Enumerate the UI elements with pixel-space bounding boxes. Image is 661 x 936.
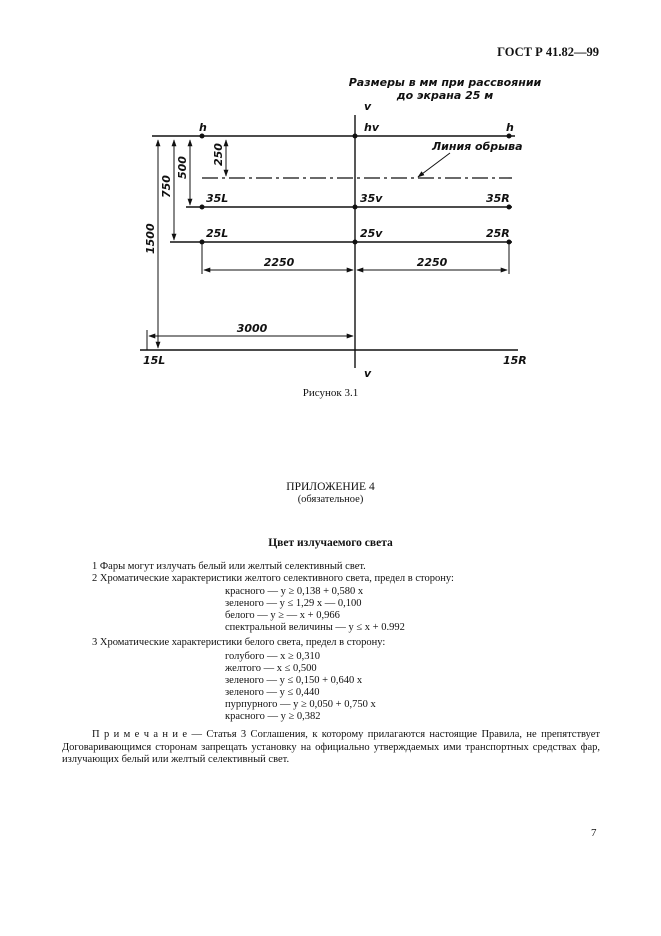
white-limit-5: пурпурного — y ≥ 0,050 + 0,750 x: [225, 699, 376, 710]
yellow-limit-2: зеленого — y ≤ 1,29 x — 0,100: [225, 598, 362, 609]
dim-1500-label: 1500: [144, 223, 157, 254]
figure-note-line1: Размеры в мм при рассвоянии: [348, 76, 542, 89]
label-hv: hv: [364, 121, 380, 134]
label-v-top: v: [364, 100, 372, 113]
dim-250-label: 250: [212, 143, 225, 166]
item-2: 2 Хроматические характеристики желтого селективного света, предел в сторону:: [92, 573, 454, 584]
point-hv: [353, 134, 358, 139]
label-15R: 15R: [503, 354, 527, 367]
dim-3000-label: 3000: [236, 322, 268, 335]
point-35v: [353, 205, 358, 210]
label-25L: 25L: [206, 227, 229, 240]
label-h-right: h: [506, 121, 514, 134]
figure-caption: Рисунок 3.1: [302, 387, 359, 399]
dim-500-label: 500: [176, 156, 189, 179]
figure-3-1-diagram: [0, 0, 661, 400]
label-25v: 25v: [360, 227, 383, 240]
white-limit-6: красного — y ≥ 0,382: [225, 711, 321, 722]
label-15L: 15L: [143, 354, 166, 367]
label-25R: 25R: [486, 227, 510, 240]
note-paragraph: П р и м е ч а н и е — Статья 3 Соглашения, к которому прилагаются настоящие Правила, не препятствует Договаривающимся сторонам запрещать установку на официально утверждаемых ими транспортных средствах фар, излучающих белый или желтый селективный свет.: [62, 729, 600, 765]
appendix-subtitle: (обязательное): [297, 494, 364, 505]
item-3: 3 Хроматические характеристики белого света, предел в сторону:: [92, 637, 386, 648]
dim-2250-right-label: 2250: [416, 256, 448, 269]
white-limit-3: зеленого — y ≤ 0,150 + 0,640 x: [225, 675, 363, 686]
section-title: Цвет излучаемого света: [268, 537, 393, 549]
point-25v: [353, 240, 358, 245]
yellow-limit-4: спектральной величины — y ≤ x + 0.992: [225, 622, 405, 633]
label-35R: 35R: [486, 192, 510, 205]
item-1: 1 Фары могут излучать белый или желтый селективный свет.: [92, 561, 366, 572]
label-v-bottom: v: [364, 367, 372, 380]
page-number: 7: [591, 827, 597, 839]
white-limit-1: голубого — x ≥ 0,310: [225, 651, 321, 662]
yellow-limit-1: красного — y ≥ 0,138 + 0,580 x: [225, 586, 364, 597]
point-h-right: [507, 134, 512, 139]
point-35R: [507, 205, 512, 210]
cutoff-leader: [418, 153, 450, 177]
cutoff-label: Линия обрыва: [432, 140, 523, 153]
label-h-left: h: [199, 121, 207, 134]
yellow-limit-3: белого — y ≥ — x + 0,966: [225, 610, 340, 621]
point-h-left: [200, 134, 205, 139]
dim-750-label: 750: [160, 175, 173, 198]
figure-note-line2: до экрана 25 м: [396, 89, 494, 102]
label-35v: 35v: [360, 192, 383, 205]
dim-2250-left-label: 2250: [263, 256, 295, 269]
point-35L: [200, 205, 205, 210]
label-35L: 35L: [206, 192, 229, 205]
white-limit-4: зеленого — y ≤ 0,440: [225, 687, 320, 698]
white-limit-2: желтого — x ≤ 0,500: [225, 663, 317, 674]
document-header: ГОСТ Р 41.82—99: [497, 45, 599, 59]
appendix-title: ПРИЛОЖЕНИЕ 4: [286, 481, 375, 493]
